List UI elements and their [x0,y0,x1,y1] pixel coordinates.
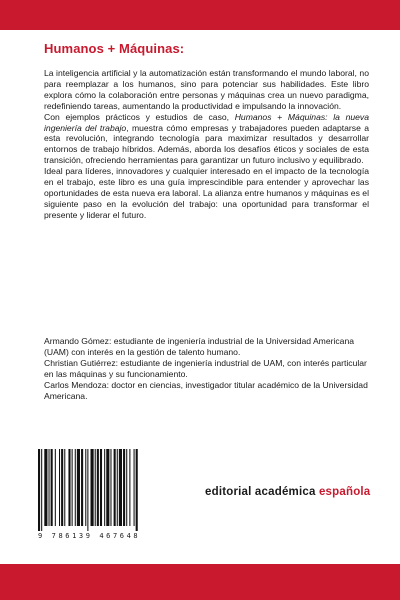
barcode-bar [68,449,70,526]
barcode-bar [91,449,94,526]
barcode-bar [81,449,83,526]
barcode-bar [77,449,80,526]
barcode-bar [61,449,63,526]
back-cover-blurb [44,68,369,221]
barcode-bar [64,449,65,526]
barcode-bar [117,449,118,526]
barcode-bar [106,449,109,526]
blurb-book-title-italic: Humanos + Máquinas: la nueva ingeniería del trabajo [44,111,369,133]
author-bios [44,336,369,401]
barcode-bar [126,449,127,526]
barcode-bar [134,449,135,526]
bottom-color-band [0,564,400,600]
barcode-bar [59,449,60,526]
book-title: Humanos + Máquinas: [44,41,185,56]
barcode-bar [123,449,125,526]
barcode-bar [51,449,53,526]
author-bio-2: Christian Gutiérrez: estudiante de ingeniería industrial de UAM, con interés particular en las máquinas y su funcionamiento. [44,357,367,379]
blurb-paragraph-1: La inteligencia artificial y la automatización están transformando el mundo laboral, no para reemplazar a los humanos, sino para potenciar sus habilidades. Este libro explora cómo la colaboración entre personas y máquinas crea un nuevo paradigma, redefiniendo tareas, aumentando la productividad e impulsando la innovación. [44,68,369,111]
publisher-name-accent: española [318,486,371,498]
blurb-p2-rest: , muestra cómo empresas y trabajadores pueden adaptarse a esta revolución, integrando tecnología para maximizar resultados y desarrollar entornos de trabajo híbridos. Además, aborda los desafíos éticos y sociales de esta transición, ofreciendo herramientas para garantizar un futuro inclusivo y equilibrado. [44,122,370,166]
barcode-bar [95,449,96,526]
barcode-bar [75,449,76,526]
isbn-number: 9 786139 467648 [38,532,141,540]
author-bio-3: Carlos Mendoza: doctor en ciencias, investigador titular académico de la Universidad Americana. [44,379,368,401]
author-bio-1: Armando Gómez: estudiante de ingeniería industrial de la Universidad Americana (UAM) con interés en la gestión de talento humano. [44,336,355,357]
barcode-bar [49,449,50,526]
barcode-bar [136,449,138,531]
blurb-paragraph-2 [44,112,369,167]
blurb-p2-intro: Con ejemplos prácticos y estudios de caso, [44,111,235,122]
barcode-bar [41,449,42,531]
barcode-bar [38,449,40,531]
publisher-logo-text [205,486,370,498]
top-color-band [0,0,400,30]
barcode-bar [100,449,102,526]
barcode-bar [129,449,130,526]
barcode-bars [36,449,184,531]
barcode-bar [119,449,122,526]
barcode-bar [104,449,105,526]
publisher-name: editorial académica [205,486,316,498]
barcode-bar [87,449,88,531]
barcode-bar [97,449,99,526]
barcode-bar [110,449,111,526]
barcode-bar [72,449,73,526]
barcode-bar [44,449,47,526]
isbn-barcode [36,449,184,543]
barcode-bar [114,449,116,526]
barcode-bar [85,449,86,526]
blurb-paragraph-3: Ideal para líderes, innovadores y cualquier interesado en el impacto de la tecnología en el trabajo, este libro es una guía imprescindible para entender y aprovechar las oportunidades de esta nueva era laboral. La alianza entre humanos y máquinas es el siguiente paso en la evolución del trabajo: una oportunidad para transformar el presente y liderar el futuro. [44,166,369,220]
barcode-bar [55,449,56,526]
